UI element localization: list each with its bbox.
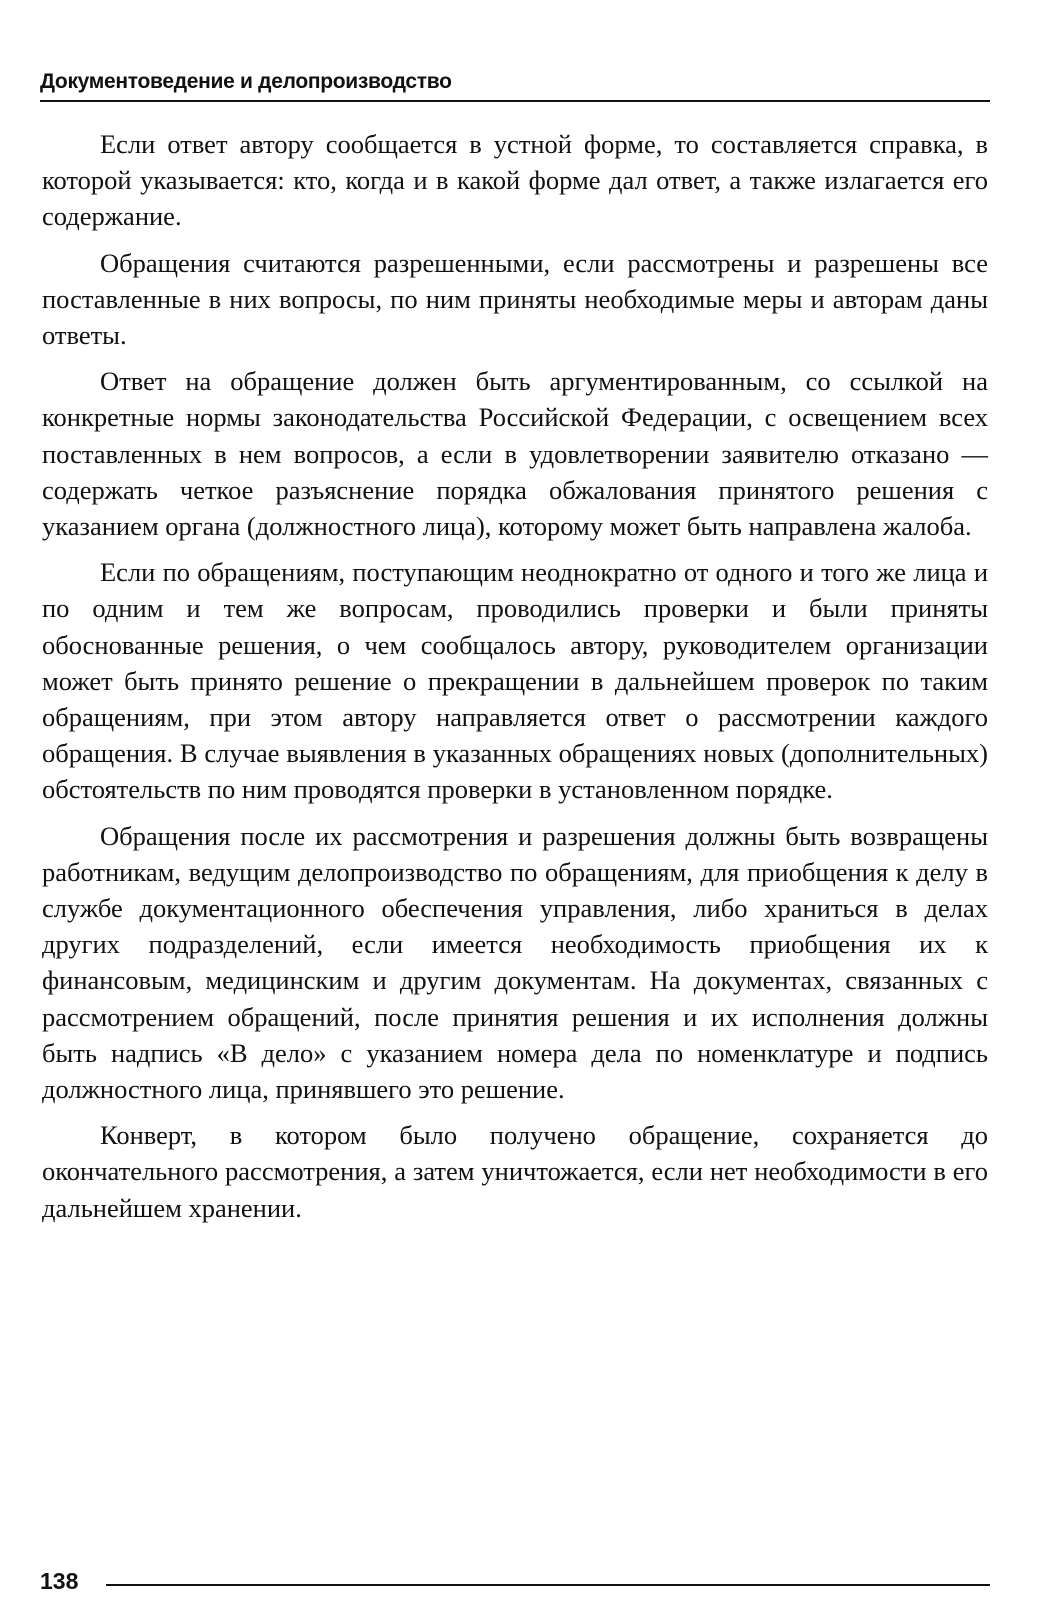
- running-header: [40, 56, 990, 102]
- paragraph-repeated-appeals: Если по обращениям, поступающим неоднократно от одного и того же лица и по одним и тем же вопросам, проводились проверки и были приняты обоснованные решения, о чем сообщалось автору, руководителем организации может быть принято решение о прекращении в дальнейшем проверок по таким обращениям, при этом автору направляется ответ о рассмотрении каждого обращения. В случае выявления в указанных обращениях новых (дополнительных) обстоятельств по ним проводятся проверки в установленном порядке.: [42, 557, 988, 805]
- paragraph-resolved-appeals: Обращения считаются разрешенными, если рассмотрены и разрешены все поставленные в них вопросы, по ним приняты необходимые меры и авторам даны ответы.: [42, 247, 988, 351]
- paragraph-reasoned-answer: Ответ на обращение должен быть аргументированным, со ссылкой на конкретные нормы законодательства Российской Федерации, с освещением всех поставленных в нем вопросов, а если в удовлетворении заявителю отказано — содержать четкое разъяснение порядка обжалования принятого решения с указанием органа (должностного лица), которому может быть направлена жалоба.: [42, 366, 988, 542]
- page-number: 138: [40, 1568, 79, 1594]
- paragraph-filing: Обращения после их рассмотрения и разрешения должны быть возвращены работникам, ведущим делопроизводство по обращениям, для приобщения к делу в службе документационного обеспечения управления, либо храниться в делах других подразделений, если имеется необходимость приобщения их к финансовым, медицинским и другим документам. На документах, связанных с рассмотрением обращений, после принятия решения и их исполнения должны быть надпись «В дело» с указанием номера дела по номенклатуре и подпись должностного лица, принявшего это решение.: [42, 820, 988, 1105]
- paragraph-oral-response: Если ответ автору сообщается в устной форме, то составляется справка, в которой указывается: кто, когда и в какой форме дал ответ, а также излагается его содержание.: [42, 129, 988, 232]
- running-header-title: Документоведение и делопроизводство: [40, 70, 452, 93]
- paragraph-envelope: Конверт, в котором было получено обращение, сохраняется до окончательного рассмотрения, а затем уничтожается, если нет необходимости в его дальнейшем хранении.: [42, 1120, 988, 1223]
- footer-rule: [106, 1584, 990, 1586]
- body-text: [42, 126, 988, 1226]
- page-footer: [40, 1568, 990, 1598]
